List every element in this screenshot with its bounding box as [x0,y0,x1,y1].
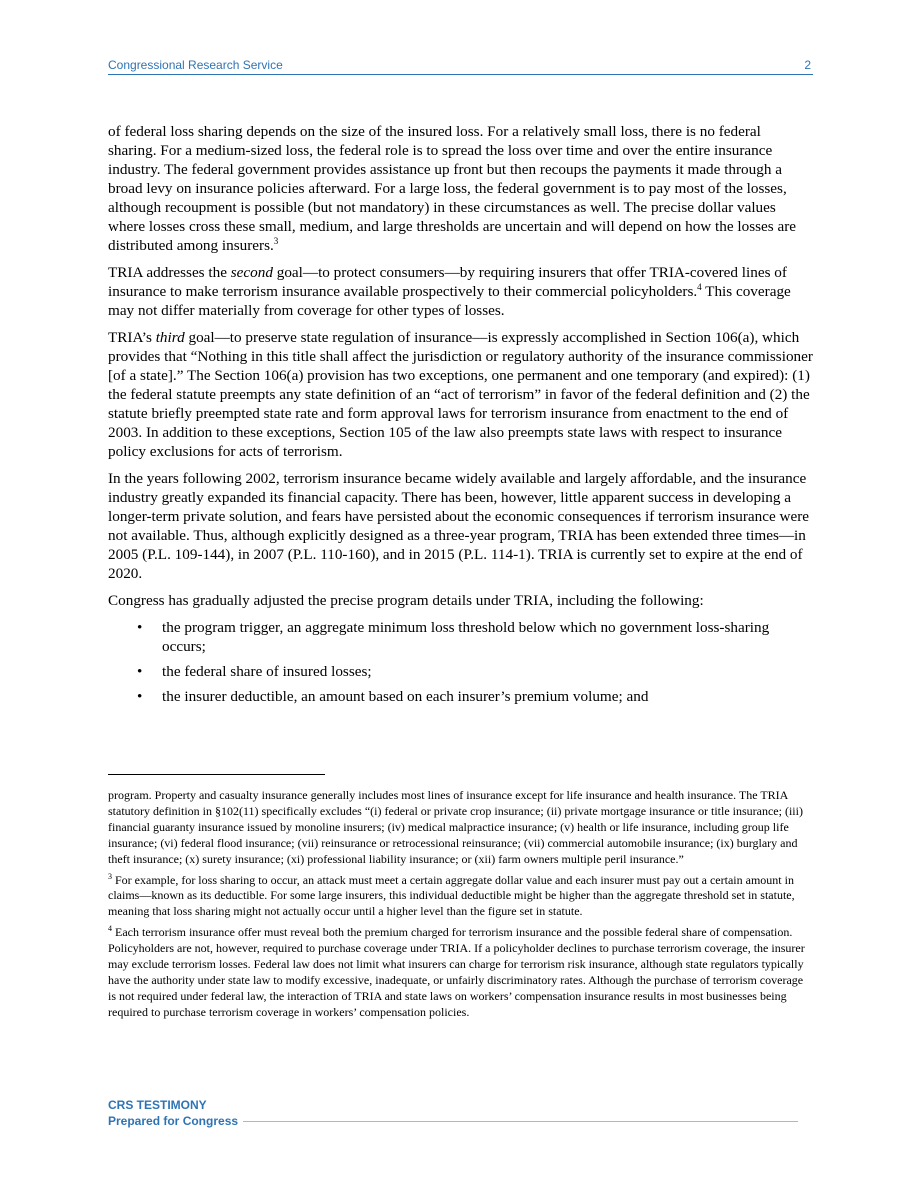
bullet-icon: • [137,663,143,680]
paragraph-loss-sharing [108,122,813,255]
list-item [108,618,813,656]
footnote-continued: program. Property and casualty insurance generally includes most lines of insurance except for life insurance and health insurance. The TRIA statutory definition in §102(11) specifically excludes “(i) federal or private crop insurance; (ii) private mortgage insurance or title insurance; (iii) financial guaranty insurance issued by monoline insurers; (iv) medical malpractice insurance; (v) health or life insurance, including group life insurance; (vi) federal flood insurance; (vii) reinsurance or retrocessional reinsurance; (vii) commercial automobile insurance; (ix) burglary and theft insurance; (x) surety insurance; (xi) professional liability insurance; or (xii) farm owners multiple peril insurance.” [108,788,803,866]
footnote-3 [108,873,813,921]
paragraph-text: This coverage may not differ materially from coverage for other types of losses. [108,283,791,319]
paragraph-adjustments-intro: Congress has gradually adjusted the precise program details under TRIA, including the following: [108,592,704,609]
footnote-number: 4 [108,924,112,934]
page-footer [108,1097,798,1129]
footnote-separator [108,774,325,775]
header-org-name: Congressional Research Service [108,58,283,72]
emphasis-second: second [230,264,273,281]
footnote-ref-4[interactable]: 4 [697,281,702,292]
bullet-icon: • [137,619,143,636]
paragraph-text: TRIA addresses the [108,264,231,281]
body-text [108,122,813,712]
bullet-icon: • [137,688,143,705]
footnote-number: 3 [108,871,112,881]
footnote-ref-3[interactable]: 3 [273,235,279,246]
list-item-text: the program trigger, an aggregate minimum loss threshold below which no government loss-sharing occurs; [162,619,770,655]
footer-subtitle-row [108,1113,798,1129]
footnotes [108,788,813,1026]
footer-subtitle: Prepared for Congress [108,1114,239,1128]
paragraph-second-goal [108,263,813,320]
paragraph-text: goal—to protect consumers—by requiring insurers that offer TRIA-covered lines of insurance to make terrorism insurance available prospectively to their commercial policyholders. [108,264,787,300]
emphasis-third: third [155,329,185,346]
list-item-text: the federal share of insured losses; [162,663,372,680]
paragraph-text: TRIA’s [108,329,156,346]
page-number: 2 [804,58,811,72]
paragraph-text: goal—to preserve state regulation of insurance—is expressly accomplished in Section 106(a), which provides that “Nothing in this title shall affect the jurisdiction or regulatory authority of the insurance commissioner [of a state].” The Section 106(a) provision has two exceptions, one permanent and one temporary (and expired): (1) the federal statute preempts any state definition of an “act of terrorism” in favor of the federal definition and (2) the statute briefly preempted state rate and form approval laws for terrorism insurance from enactment to the end of 2003. In addition to these exceptions, Section 105 of the law also preempts state laws with respect to insurance policy exclusions for acts of terrorism. [108,329,813,460]
paragraph-extensions: In the years following 2002, terrorism insurance became widely available and largely affordable, and the insurance industry greatly expanded its financial capacity. There has been, however, little apparent success in developing a longer-term private solution, and fears have persisted about the economic consequences if terrorism insurance were not available. Thus, although explicitly designed as a three-year program, TRIA has been extended three times—in 2005 (P.L. 109-144), in 2007 (P.L. 110-160), and in 2015 (P.L. 114-1). TRIA is currently set to expire at the end of 2020. [108,470,810,582]
list-item [108,662,813,681]
paragraph-third-goal [108,328,813,461]
footer-rule [243,1121,798,1122]
page-header [108,58,813,75]
program-details-list [108,618,813,706]
footnote-text: Each terrorism insurance offer must reveal both the premium charged for terrorism insurance and the possible federal share of compensation. Policyholders are not, however, required to purchase coverage under TRIA. If a policyholder declines to purchase terrorism coverage, the insurer may exclude terrorism losses. Federal law does not limit what insurers can charge for terrorism risk insurance, although state regulators typically have the authority under state law to modify excessive, inadequate, or unfairly discriminatory rates. Although the purchase of terrorism coverage is not required under federal law, the interaction of TRIA and state laws on workers’ compensation insurance results in most businesses being required to purchase terrorism coverage in workers’ compensation policies. [108,925,805,1019]
list-item-text: the insurer deductible, an amount based on each insurer’s premium volume; and [162,688,649,705]
paragraph-text: of federal loss sharing depends on the size of the insured loss. For a relatively small loss, there is no federal sharing. For a medium-sized loss, the federal role is to spread the loss over time and over the entire insurance industry. The federal government provides assistance up front but then recoups the payments it made through a broad levy on insurance policies afterward. For a large loss, the federal government is to pay most of the losses, although recoupment is possible (but not mandatory) in these circumstances as well. The precise dollar values where losses cross these small, medium, and large thresholds are uncertain and will depend on how the losses are distributed among insurers. [108,123,797,254]
list-item [108,687,813,706]
footnote-text: For example, for loss sharing to occur, an attack must meet a certain aggregate dollar value and each insurer must pay out a certain amount in claims—known as its deductible. For some large insurers, this individual deductible might be higher than the aggregate threshold set in statute, meaning that loss sharing might not actually occur until a higher level than the figure set in statute. [108,872,795,919]
footnote-4 [108,925,813,1020]
footer-title: CRS TESTIMONY [108,1098,207,1112]
